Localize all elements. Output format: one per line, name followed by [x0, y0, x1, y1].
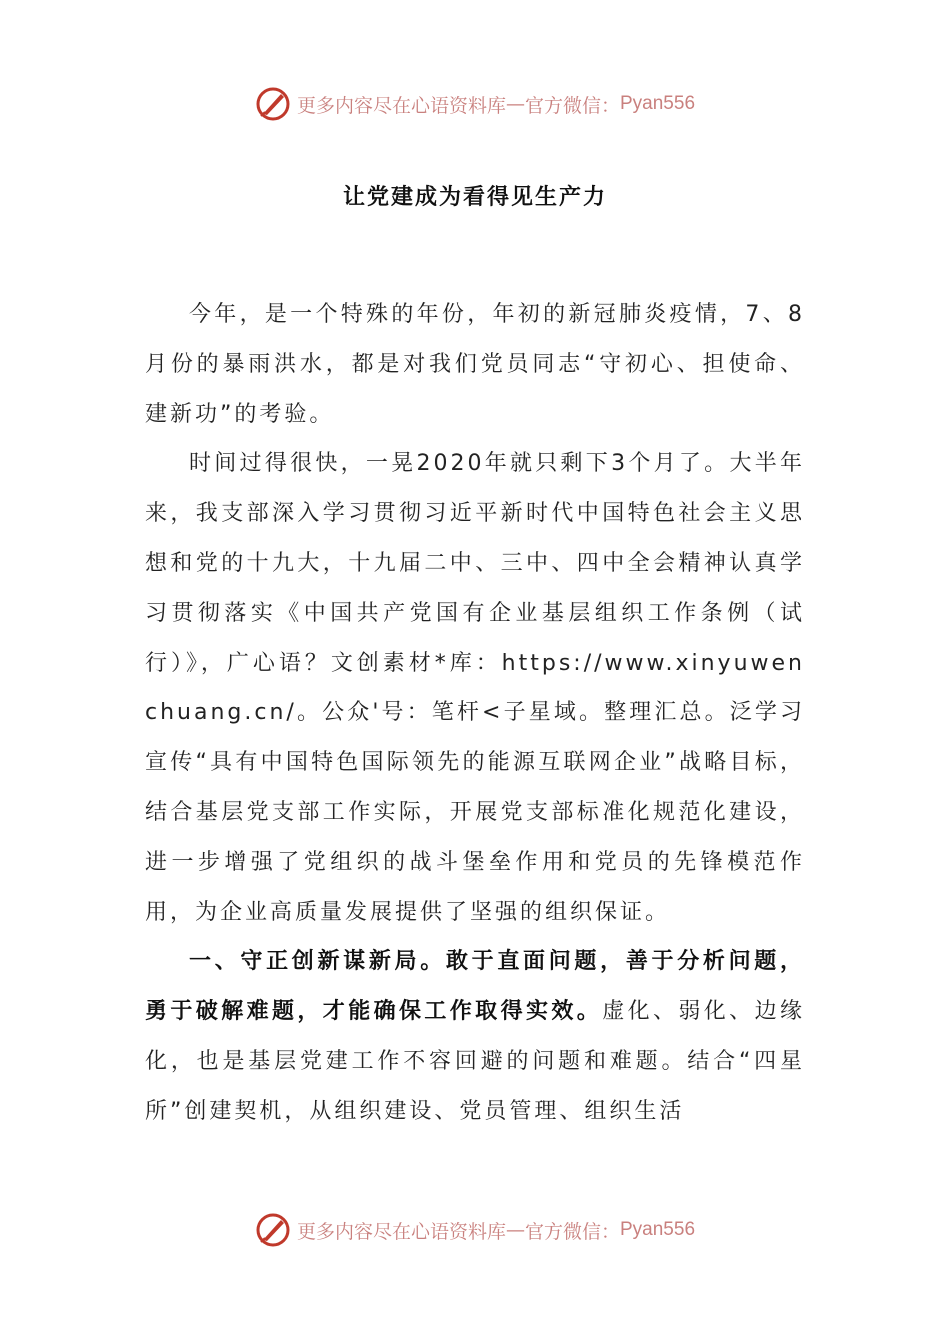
paragraph-3-heading: 一、守正创新谋新局。敢于直面问题，善于分析问题，勇于破解难题，才能确保工作取得实效。 — [145, 949, 805, 1025]
paragraph-1: 今年，是一个特殊的年份，年初的新冠肺炎疫情，7、8月份的暴雨洪水，都是对我们党员同志“守初心、担使命、建新功”的考验。 — [145, 302, 805, 427]
quill-logo-icon — [255, 86, 291, 122]
document-body — [145, 290, 805, 1137]
footer-watermark-banner — [0, 1210, 950, 1250]
paragraph-3 — [145, 937, 805, 1136]
header-brand-text: 更多内容尽在心语资料库 — [296, 94, 506, 117]
footer-dash: — — [505, 1219, 525, 1241]
header-watermark-banner — [0, 84, 950, 124]
header-wechat-id: Pyan556 — [620, 93, 696, 114]
footer-brand-text: 更多内容尽在心语资料库 — [296, 1220, 506, 1243]
header-dash: — — [505, 93, 525, 115]
header-wechat-label: 官方微信： — [524, 94, 620, 117]
paragraph-3-text: 虚化、弱化、边缘化，也是基层党建工作不容回避的问题和难题。结合“四星所”创建契机，从组织建设、党员管理、组织生活 — [145, 999, 805, 1124]
quill-logo-icon — [255, 1212, 291, 1248]
document-title: 让党建成为看得见生产力 — [342, 185, 607, 210]
footer-wechat-id: Pyan556 — [620, 1219, 696, 1240]
footer-wechat-label: 官方微信： — [524, 1220, 620, 1243]
paragraph-2: 时间过得很快，一晃2020年就只剩下3个月了。大半年来，我支部深入学习贯彻习近平新时代中国特色社会主义思想和党的十九大，十九届二中、三中、四中全会精神认真学习贯彻落实《中国共产党国有企业基层组织工作条例（试行）》，广心语？文创素材*库：https://www.xinyuwenchuang.cn/。公众'号：笔杆<子星域。整理汇总。泛学习宣传“具有中国特色国际领先的能源互联网企业”战略目标，结合基层党支部工作实际，开展党支部标准化规范化建设，进一步增强了党组织的战斗堡垒作用和党员的先锋模范作用，为企业高质量发展提供了坚强的组织保证。 — [145, 451, 805, 925]
